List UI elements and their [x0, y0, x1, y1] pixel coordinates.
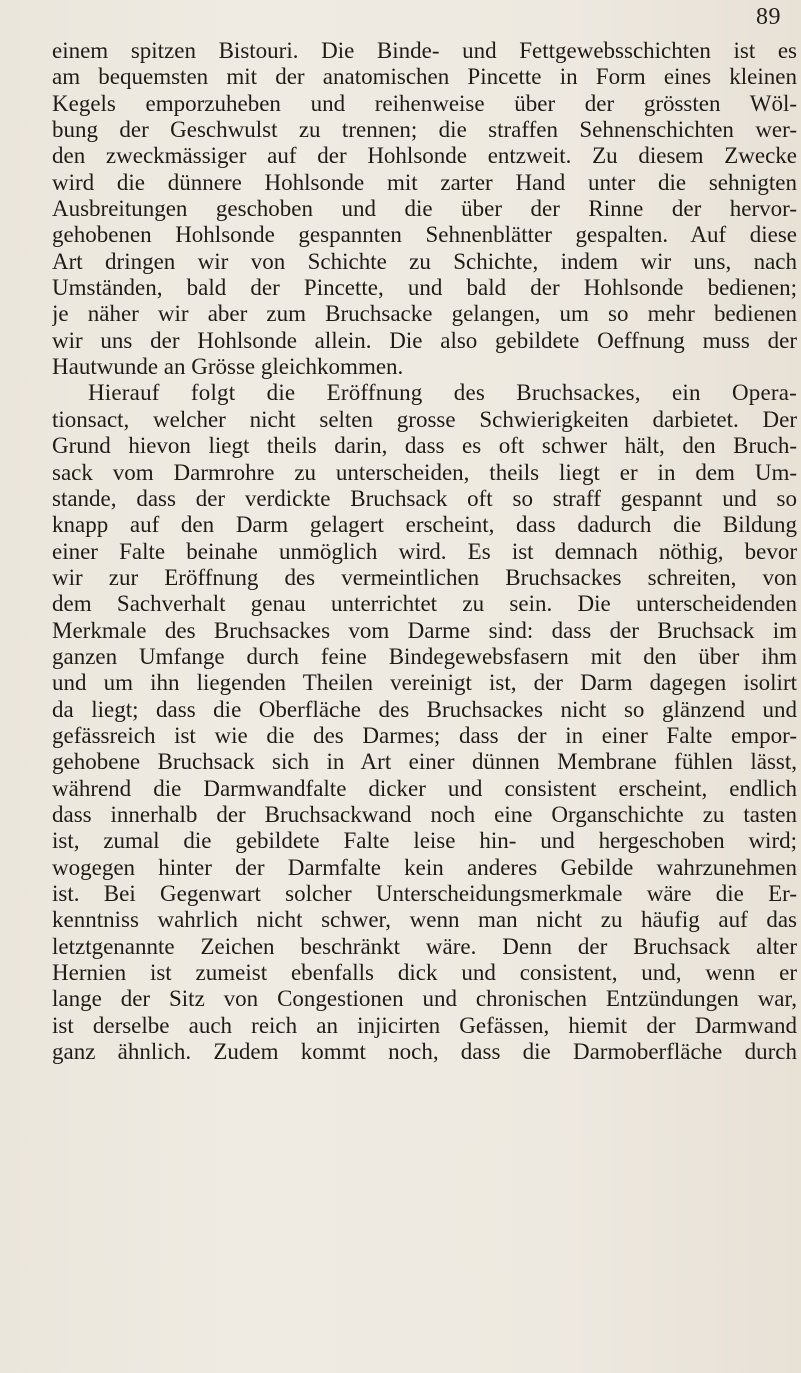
- body-text: [52, 38, 797, 1065]
- text-line: am bequemsten mit der anatomischen Pincette in Form eines kleinen: [52, 64, 797, 90]
- text-line: den zweckmässiger auf der Hohlsonde entzweit. Zu diesem Zwecke: [52, 143, 797, 169]
- text-line: ganz ähnlich. Zudem kommt noch, dass die Darmoberfläche durch: [52, 1039, 797, 1065]
- text-line: gehobene Bruchsack sich in Art einer dünnen Membrane fühlen lässt,: [52, 749, 797, 775]
- paragraph-start-line: Hierauf folgt die Eröffnung des Bruchsackes, ein Opera-: [88, 380, 797, 406]
- text-line: ist. Bei Gegenwart solcher Unterscheidungsmerkmale wäre die Er-: [52, 881, 797, 906]
- text-line: wir zur Eröffnung des vermeintlichen Bruchsackes schreiten, von: [52, 564, 797, 590]
- text-line: je näher wir aber zum Bruchsacke gelangen, um so mehr bedienen: [52, 301, 797, 327]
- text-line: wogegen hinter der Darmfalte kein anderes Gebilde wahrzunehmen: [52, 854, 797, 880]
- text-line: einem spitzen Bistouri. Die Binde- und Fettgewebsschichten ist es: [52, 38, 797, 63]
- text-line: stande, dass der verdickte Bruchsack oft so straff gespannt und so: [52, 485, 797, 511]
- text-line: wird die dünnere Hohlsonde mit zarter Hand unter die sehnigten: [52, 169, 797, 195]
- page-number: 89: [756, 4, 781, 30]
- text-line: Umständen, bald der Pincette, und bald der Hohlsonde bedienen;: [52, 275, 797, 301]
- text-line: Hernien ist zumeist ebenfalls dick und consistent, und, wenn er: [52, 960, 797, 986]
- text-line: Merkmale des Bruchsackes vom Darme sind: dass der Bruchsack im: [52, 617, 797, 643]
- text-line: bung der Geschwulst zu trennen; die straffen Sehnenschichten wer-: [52, 117, 797, 143]
- text-line: da liegt; dass die Oberfläche des Bruchsackes nicht so glänzend und: [52, 696, 797, 722]
- text-line: Art dringen wir von Schichte zu Schichte, indem wir uns, nach: [52, 248, 797, 274]
- text-line: wir uns der Hohlsonde allein. Die also gebildete Oeffnung muss der: [52, 327, 797, 353]
- text-line: ist derselbe auch reich an injicirten Gefässen, hiemit der Darmwand: [52, 1012, 797, 1038]
- text-line: ist, zumal die gebildete Falte leise hin- und hergeschoben wird;: [52, 828, 797, 854]
- text-line: Ausbreitungen geschoben und die über der Rinne der hervor-: [52, 196, 797, 222]
- text-line: letztgenannte Zeichen beschränkt wäre. Denn der Bruchsack alter: [52, 933, 797, 959]
- text-line: Grund hievon liegt theils darin, dass es oft schwer hält, den Bruch-: [52, 433, 797, 459]
- text-line: ganzen Umfange durch feine Bindegewebsfasern mit den über ihm: [52, 643, 797, 669]
- text-line: lange der Sitz von Congestionen und chronischen Entzündungen war,: [52, 986, 797, 1012]
- text-line: tionsact, welcher nicht selten grosse Schwierigkeiten darbietet. Der: [52, 406, 797, 432]
- text-line: Hautwunde an Grösse gleichkommen.: [52, 354, 404, 380]
- text-line: sack vom Darmrohre zu unterscheiden, theils liegt er in dem Um-: [52, 459, 797, 485]
- text-line: einer Falte beinahe unmöglich wird. Es ist demnach nöthig, bevor: [52, 538, 797, 564]
- text-line: knapp auf den Darm gelagert erscheint, dass dadurch die Bildung: [52, 512, 797, 538]
- text-line: Kegels emporzuheben und reihenweise über der grössten Wöl-: [52, 90, 797, 116]
- text-line: dass innerhalb der Bruchsackwand noch eine Organschichte zu tasten: [52, 801, 797, 827]
- text-line: gehobenen Hohlsonde gespannten Sehnenblätter gespalten. Auf diese: [52, 222, 797, 248]
- text-line: dem Sachverhalt genau unterrichtet zu sein. Die unterscheidenden: [52, 591, 797, 617]
- text-line: und um ihn liegenden Theilen vereinigt ist, der Darm dagegen isolirt: [52, 670, 797, 696]
- text-line: während die Darmwandfalte dicker und consistent erscheint, endlich: [52, 775, 797, 801]
- text-line: kenntniss wahrlich nicht schwer, wenn man nicht zu häufig auf das: [52, 907, 797, 933]
- text-line: gefässreich ist wie die des Darmes; dass der in einer Falte empor-: [52, 722, 797, 748]
